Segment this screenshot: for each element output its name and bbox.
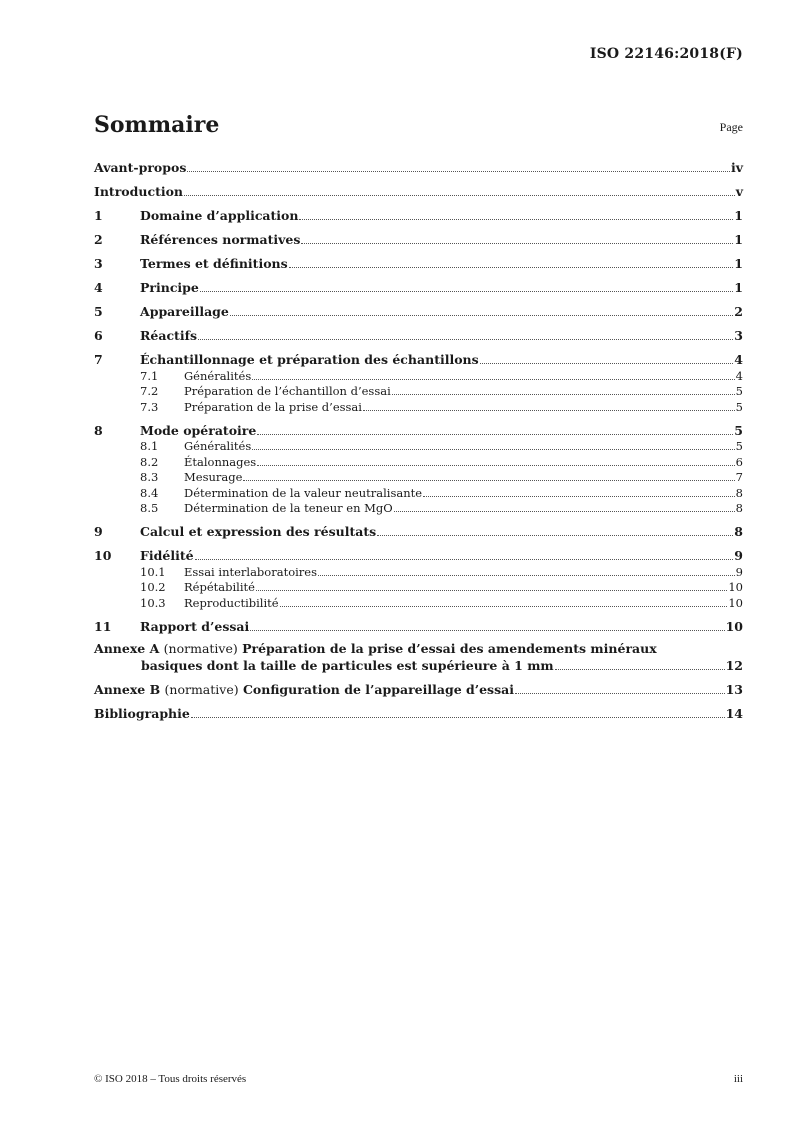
- dot-leader: [423, 495, 735, 497]
- dot-leader: [195, 558, 734, 560]
- toc-title: Sommaire: [94, 112, 220, 138]
- dot-leader: [394, 510, 735, 512]
- dot-leader: [377, 534, 733, 536]
- toc-entry-number: 3: [94, 256, 103, 271]
- toc-entry-page: 3: [734, 328, 743, 343]
- toc-entry-label: Échantillonnage et préparation des échantillons: [140, 352, 479, 367]
- toc-entry-label: Rapport d’essai: [140, 618, 250, 634]
- toc-entry-number: 8.1: [140, 439, 159, 453]
- bibliography-label: Bibliographie: [94, 705, 190, 721]
- toc-entry-number: 7: [94, 352, 103, 367]
- toc-entry-label: Préparation de l’échantillon d’essai: [184, 384, 391, 398]
- toc-entry-page: 10: [728, 595, 743, 610]
- annex-b-prefix: Annexe B: [94, 681, 161, 697]
- page-number: iii: [733, 1073, 743, 1085]
- toc-entry-page: iv: [730, 160, 743, 175]
- toc-entry-label: Répétabilité: [184, 580, 255, 594]
- toc-subentry[interactable]: [94, 453, 743, 469]
- toc-entry-label: Calcul et expression des résultats: [140, 524, 377, 539]
- toc-entry-label: Essai interlaboratoires: [184, 564, 317, 579]
- toc-entry-label: Introduction: [94, 184, 184, 199]
- toc-subentry[interactable]: [94, 579, 743, 595]
- toc-entry-page: 2: [734, 304, 743, 319]
- toc-entry-page: 7: [735, 470, 743, 484]
- toc-subentry[interactable]: [94, 398, 743, 414]
- toc-entry-label: Mesurage: [184, 470, 243, 484]
- toc-entry-page: 1: [734, 256, 743, 271]
- bibliography-page: 14: [725, 705, 743, 721]
- dot-leader: [555, 668, 725, 670]
- annex-b-title: Configuration de l’appareillage d’essai: [242, 681, 514, 697]
- dot-leader: [257, 433, 733, 435]
- dot-leader: [230, 314, 733, 316]
- toc-entry-page: 8: [735, 501, 743, 515]
- toc-entry-label: Reproductibilité: [184, 595, 279, 610]
- dot-leader: [301, 242, 733, 244]
- toc-entry[interactable]: [94, 156, 743, 175]
- toc-entry-label: Préparation de la prise d’essai: [184, 399, 362, 414]
- toc-entry-page: 1: [734, 280, 743, 295]
- toc-entry-label: Termes et définitions: [140, 256, 288, 271]
- dot-leader: [187, 170, 730, 172]
- toc-entry[interactable]: [94, 228, 743, 247]
- dot-leader: [257, 464, 734, 466]
- annex-a-page: 12: [725, 657, 743, 673]
- toc-entry-label: Références normatives: [140, 232, 301, 247]
- toc-entry-number: 8.5: [140, 501, 159, 515]
- toc-entry-number: 8.3: [140, 470, 159, 484]
- toc-entry-number: 1: [94, 208, 103, 223]
- toc-entry-page: 1: [734, 208, 743, 223]
- dot-leader: [289, 266, 734, 268]
- toc-entry-page: 9: [734, 548, 743, 563]
- toc-entry-page: 1: [734, 232, 743, 247]
- annex-a-type: (normative): [163, 640, 238, 656]
- toc-entry[interactable]: [94, 520, 743, 539]
- dot-leader: [299, 218, 733, 220]
- toc-page-column-label: Page: [719, 120, 743, 134]
- dot-leader: [318, 574, 735, 576]
- toc-entry-number: 2: [94, 232, 103, 247]
- dot-leader: [200, 290, 733, 292]
- annex-a-prefix: Annexe A: [94, 640, 160, 656]
- toc-entry-number: 5: [94, 304, 103, 319]
- toc-entry[interactable]: [94, 419, 743, 438]
- annex-b-line: [94, 682, 514, 697]
- toc-entry[interactable]: [94, 324, 743, 343]
- toc-entry-page: 10: [725, 618, 743, 634]
- annex-a-title-line2: basiques dont la taille de particules est supérieure à 1 mm: [141, 657, 554, 673]
- toc-entry-label: Appareillage: [140, 304, 229, 319]
- toc-entry-number: 8.2: [140, 454, 159, 469]
- toc-entry-page: 5: [735, 384, 743, 398]
- toc-subentry[interactable]: [94, 484, 743, 500]
- dot-leader: [252, 448, 734, 450]
- dot-leader: [363, 409, 735, 411]
- toc-entry-label: Détermination de la teneur en MgO: [184, 501, 393, 515]
- toc-subentry[interactable]: [94, 500, 743, 516]
- toc-entry-number: 7.2: [140, 384, 159, 398]
- toc-entry-page: 5: [735, 399, 743, 414]
- toc-entry-page: 10: [728, 580, 743, 594]
- dot-leader: [392, 393, 735, 395]
- toc-entry-number: 7.1: [140, 368, 159, 383]
- dot-leader: [252, 378, 734, 380]
- dot-leader: [243, 479, 734, 481]
- toc-subentry[interactable]: [94, 367, 743, 383]
- toc-entry-annex-b[interactable]: [94, 678, 743, 697]
- toc-subentry[interactable]: [94, 438, 743, 454]
- toc-entry-page: 9: [735, 564, 743, 579]
- dot-leader: [515, 692, 725, 694]
- toc-entry[interactable]: [94, 252, 743, 271]
- toc-subentry[interactable]: [94, 469, 743, 485]
- toc-entry[interactable]: [94, 204, 743, 223]
- toc-entry-number: 10.2: [140, 580, 166, 594]
- document-id: ISO 22146:2018(F): [589, 46, 743, 62]
- toc-entry-label: Étalonnages: [184, 454, 257, 469]
- toc-entry-page: 5: [735, 439, 743, 453]
- annex-b-type: (normative): [164, 681, 239, 697]
- annex-a-line1: [94, 641, 657, 656]
- toc-subentry[interactable]: [94, 563, 743, 579]
- dot-leader: [250, 629, 724, 631]
- toc-subentry[interactable]: [94, 383, 743, 399]
- toc-entry-page: v: [735, 184, 743, 199]
- toc-entry[interactable]: [94, 276, 743, 295]
- toc-entry-number: 9: [94, 524, 103, 539]
- toc-entry-number: 7.3: [140, 399, 159, 414]
- toc-entry-page: 8: [735, 485, 743, 500]
- toc-entry[interactable]: [94, 544, 743, 563]
- toc-header: [94, 112, 743, 142]
- copyright-notice: © ISO 2018 – Tous droits réservés: [94, 1073, 247, 1085]
- toc-entry[interactable]: [94, 348, 743, 367]
- dot-leader: [256, 589, 727, 591]
- toc-entry-number: 11: [94, 618, 112, 634]
- toc-entry-number: 10.3: [140, 595, 166, 610]
- toc-entry-label: Généralités: [184, 439, 252, 453]
- toc-entry-label: Principe: [140, 280, 199, 295]
- dot-leader: [191, 716, 725, 718]
- toc-entry-bibliography[interactable]: [94, 702, 743, 721]
- toc-entry[interactable]: [94, 300, 743, 319]
- toc-entry-number: 8.4: [140, 485, 159, 500]
- toc-entry-label: Généralités: [184, 368, 252, 383]
- toc-entry-label: Avant-propos: [94, 160, 187, 175]
- toc-entry-annex-a[interactable]: [94, 639, 743, 673]
- toc-entry-page: 4: [734, 352, 743, 367]
- toc-entry-page: 8: [734, 524, 743, 539]
- dot-leader: [184, 194, 735, 196]
- toc-entry-label: Domaine d’application: [140, 208, 299, 223]
- toc-entry-label: Fidélité: [140, 548, 194, 563]
- toc-entry-number: 10: [94, 548, 112, 563]
- toc-entry-label: Réactifs: [140, 328, 197, 343]
- toc-entry[interactable]: [94, 180, 743, 199]
- annex-b-page: 13: [725, 681, 743, 697]
- toc-entry-label: Mode opératoire: [140, 422, 257, 438]
- toc-subentry[interactable]: [94, 594, 743, 610]
- toc-entry-label: Détermination de la valeur neutralisante: [184, 485, 423, 500]
- dot-leader: [480, 362, 734, 364]
- dot-leader: [280, 605, 728, 607]
- annex-a-title-line1: Préparation de la prise d’essai des amendements minéraux: [242, 640, 657, 656]
- toc-entry-number: 4: [94, 280, 103, 295]
- toc-entry-number: 10.1: [140, 564, 166, 579]
- toc-entry-number: 8: [94, 422, 103, 438]
- toc-entry-page: 6: [735, 454, 743, 469]
- toc-entry-page: 4: [735, 368, 743, 383]
- table-of-contents: [94, 156, 743, 721]
- toc-entry-page: 5: [734, 422, 743, 438]
- dot-leader: [198, 338, 733, 340]
- toc-entry[interactable]: [94, 615, 743, 634]
- toc-entry-number: 6: [94, 328, 103, 343]
